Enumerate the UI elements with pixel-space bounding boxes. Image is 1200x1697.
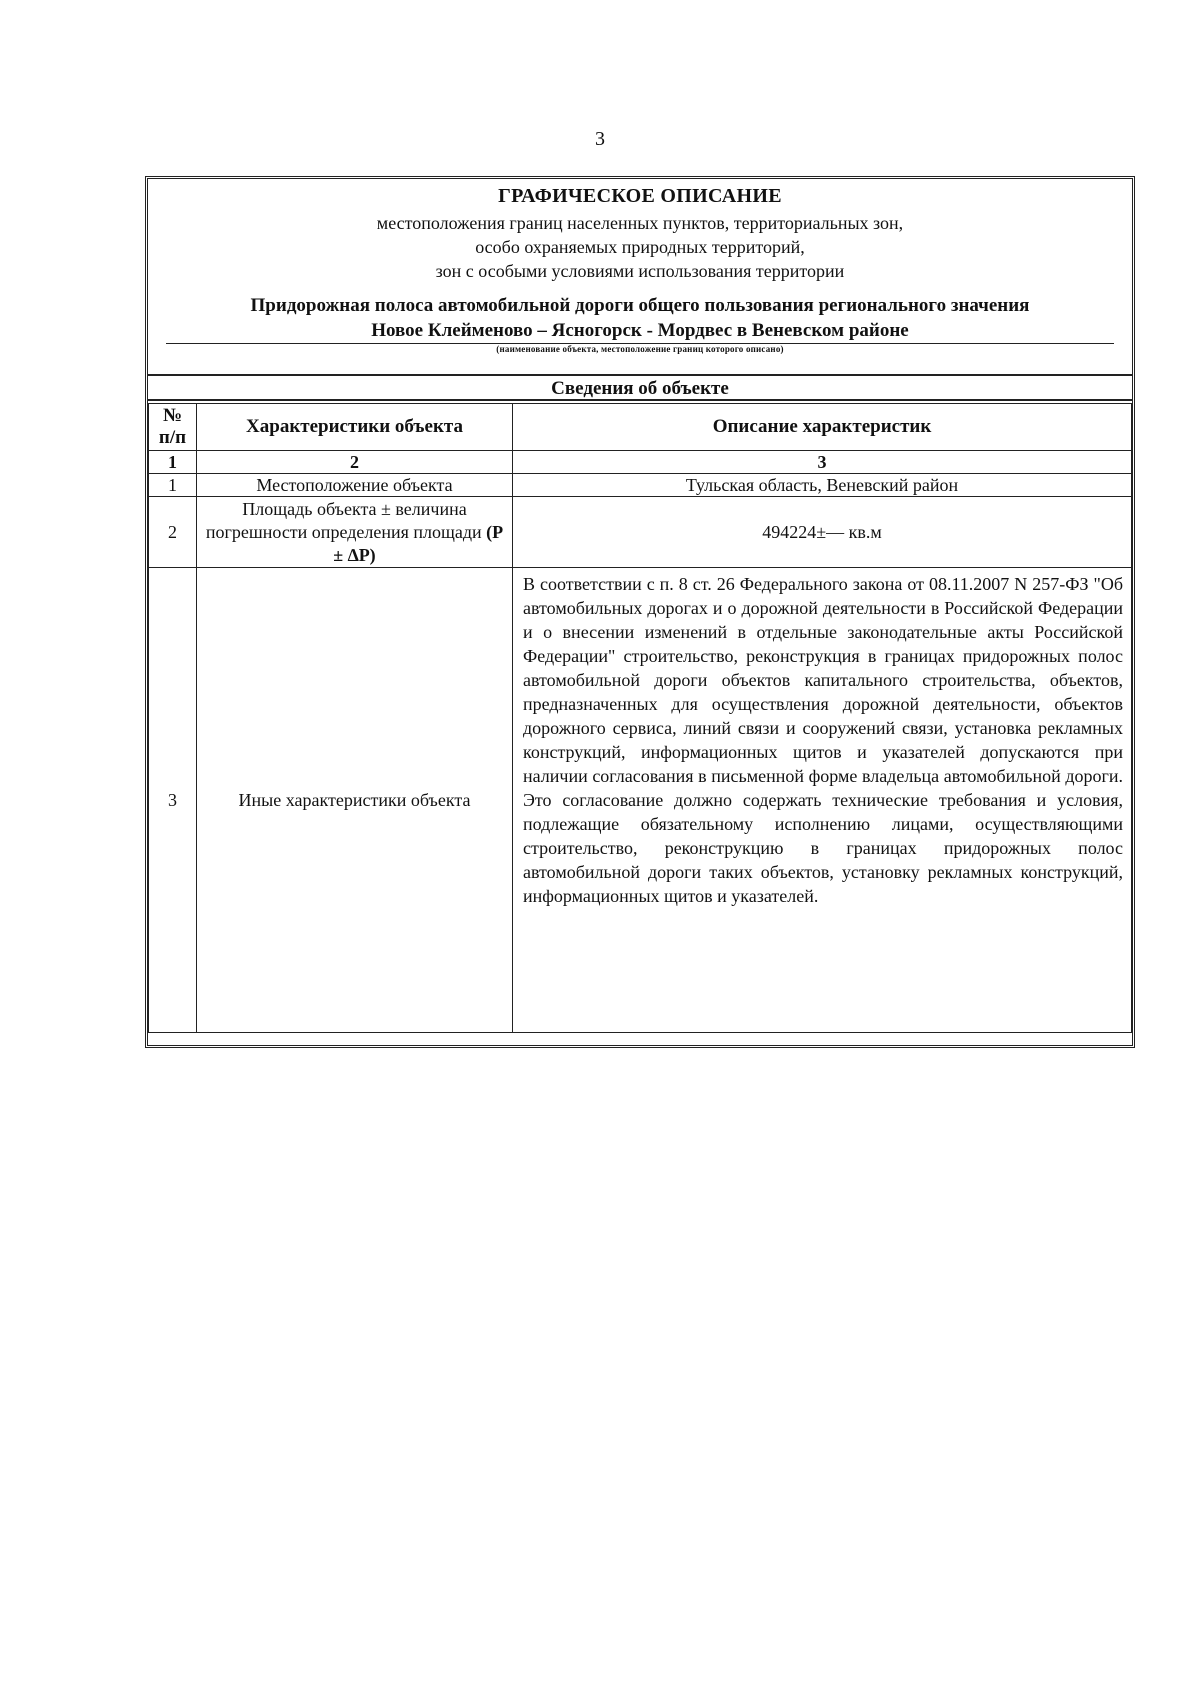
column-index: 3: [513, 451, 1132, 474]
document-header: [148, 179, 1132, 374]
column-index-row: [149, 451, 1132, 474]
row-characteristic-text: Площадь объекта ± величина погрешности определения площади: [205, 498, 482, 542]
header-description: Описание характеристик: [513, 404, 1132, 451]
row-characteristic: Местоположение объекта: [197, 474, 513, 497]
row-value: 494224±— кв.м: [513, 497, 1132, 568]
document-title: ГРАФИЧЕСКОЕ ОПИСАНИЕ: [498, 185, 782, 207]
table-row: [149, 497, 1132, 568]
table-row: [149, 474, 1132, 497]
header-number-line: п/п: [158, 427, 187, 448]
table-row: [149, 568, 1132, 1033]
row-number: 2: [149, 497, 197, 568]
table-header-row: [149, 404, 1132, 451]
row-characteristic: [197, 497, 513, 568]
column-index: 2: [197, 451, 513, 474]
object-caption: (наименование объекта, местоположение границ которого описано): [496, 344, 784, 354]
page-number: 3: [595, 128, 605, 150]
header-characteristics: Характеристики объекта: [197, 404, 513, 451]
column-index: 1: [149, 451, 197, 474]
row-number: 3: [149, 568, 197, 1033]
characteristics-table: [148, 403, 1132, 1033]
object-name-line: Придорожная полоса автомобильной дороги общего пользования регионального значения: [250, 295, 1030, 316]
section-caption: Сведения об объекте: [148, 374, 1132, 401]
document-frame: [145, 176, 1135, 1048]
row-characteristic-formula: (Р ± ∆Р): [333, 521, 504, 565]
row-value: В соответствии с п. 8 ст. 26 Федерального закона от 08.11.2007 N 257-ФЗ "Об автомобильных дорогах и о дорожной деятельности в Российской Федерации и о внесении изменений в отдельные законодательные акты Российской Федерации" строительство, реконструкция в границах придорожных полос автомобильной дороги объектов капитального строительства, объектов, предназначенных для осуществления дорожной деятельности, объектов дорожного сервиса, линий связи и сооружений связи, установка рекламных конструкций, информационных щитов и указателей допускаются при наличии согласования в письменной форме владельца автомобильной дороги. Это согласование должно содержать технические требования и условия, подлежащие обязательному исполнению лицами, осуществляющими строительство, реконструкцию в границах придорожных полос автомобильной дороги таких объектов, установку рекламных конструкций, информационных щитов и указателей.: [513, 568, 1132, 1033]
subtitle-line: зон с особыми условиями использования территории: [435, 261, 845, 281]
row-characteristic: Иные характеристики объекта: [197, 568, 513, 1033]
object-name: [148, 293, 1132, 343]
header-number-line: №: [162, 405, 183, 426]
header-number: [149, 404, 197, 451]
document-subtitle: [148, 211, 1132, 283]
subtitle-line: особо охраняемых природных территорий,: [475, 237, 805, 257]
subtitle-line: местоположения границ населенных пунктов, территориальных зон,: [376, 213, 904, 233]
row-value: Тульская область, Веневский район: [513, 474, 1132, 497]
row-number: 1: [149, 474, 197, 497]
object-name-line: Новое Клейменово – Ясногорск - Мордвес в Веневском районе: [371, 320, 909, 341]
